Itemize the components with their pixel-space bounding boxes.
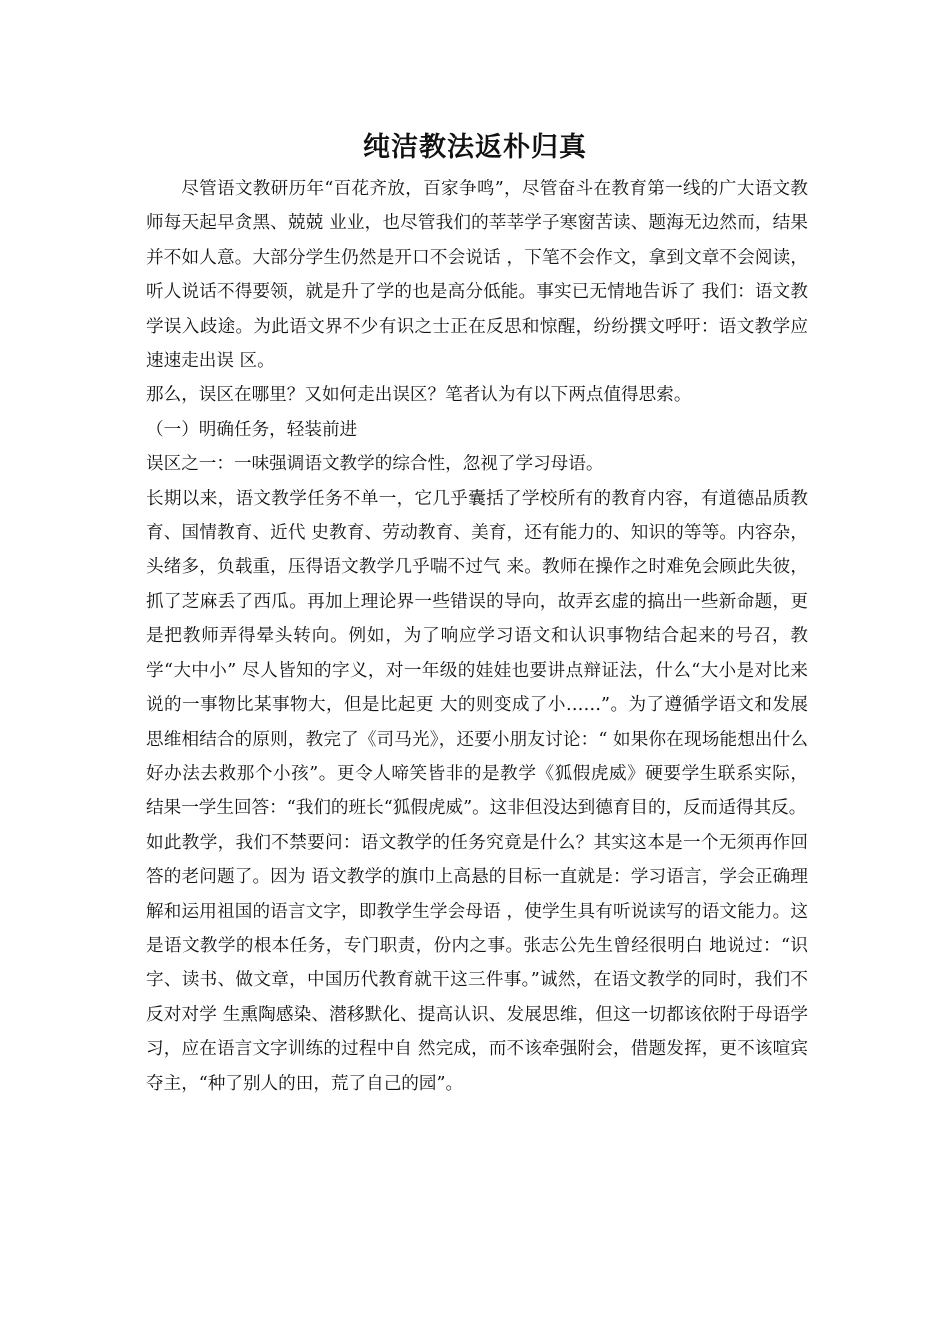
paragraph: 如此教学，我们不禁要问：语文教学的任务究竟是什么？其实这本是一个无须再作回答的老问题了。因为 语文教学的旗巾上高悬的目标一直就是：学习语言，学会正确理解和运用祖国的语言文字，即教学生学会母语 ，使学生具有听说读写的语文能力。这是语文教学的根本任务，专门职责，份内之事。张志公先生曾经很明白 地说过：“识字、读书、做文章，中国历代教育就干这三件事。”诚然，在语文教学的同时，我们不反对对学 生熏陶感染、潜移默化、提高认识、发展思维，但这一切都该依附于母语学习，应在语言文字训练的过程中自 然完成，而不该牵强附会，借题发挥，更不该喧宾夺主，“种了别人的田，荒了自己的园”。 (146, 832, 808, 1094)
paragraph: 误区之一：一味强调语文教学的综合性，忽视了学习母语。 (146, 454, 604, 475)
paragraph: 长期以来，语文教学任务不单一，它几乎囊括了学校所有的教育内容，有道德品质教育、国情教育、近代 史教育、劳动教育、美育，还有能力的、知识的等等。内容杂，头绪多，负载重，压得语文教学几乎喘不过气 来。教师在操作之时难免会顾此失彼，抓了芝麻丢了西瓜。再加上理论界一些错误的导向，故弄玄虚的搞出一些新命题，更是把教师弄得晕头转向。例如，为了响应学习语文和认识事物结合起来的号召，教学“大中小” 尽人皆知的字义，对一年级的娃娃也要讲点辩证法，什么“大小是对比来说的一事物比某事物大，但是比起更 大的则变成了小……”。为了遵循学语文和发展思维相结合的原则，教完了《司马光》，还要小朋友讨论：“ 如果你在现场能想出什么好办法去救那个小孩”。更令人啼笑皆非的是教学《狐假虎威》硬要学生联系实际， 结果一学生回答：“我们的班长“狐假虎威”。这非但没达到德育目的，反而适得其反。 (146, 488, 808, 819)
paragraph: 尽管语文教研历年“百花齐放，百家争鸣”，尽管奋斗在教育第一线的广大语文教师每天起早贪黑、兢兢 业业，也尽管我们的莘莘学子寒窗苦读、题海无边然而，结果并不如人意。大部分学生仍然是开口不会说话 ，下笔不会作文，拿到文章不会阅读，听人说话不得要领，就是升了学的也是高分低能。事实已无情地告诉了 我们：语文教学误入歧途。为此语文界不少有识之士正在反思和惊醒，纷纷撰文呼吁：语文教学应速速走出误 区。 (146, 179, 808, 372)
document-body (146, 172, 808, 1101)
section-heading: （一）明确任务，轻装前进 (146, 419, 358, 440)
document-title: 纯洁教法返朴归真 (363, 132, 587, 163)
paragraph: 那么，误区在哪里？又如何走出误区？笔者认为有以下两点值得思索。 (146, 385, 692, 406)
